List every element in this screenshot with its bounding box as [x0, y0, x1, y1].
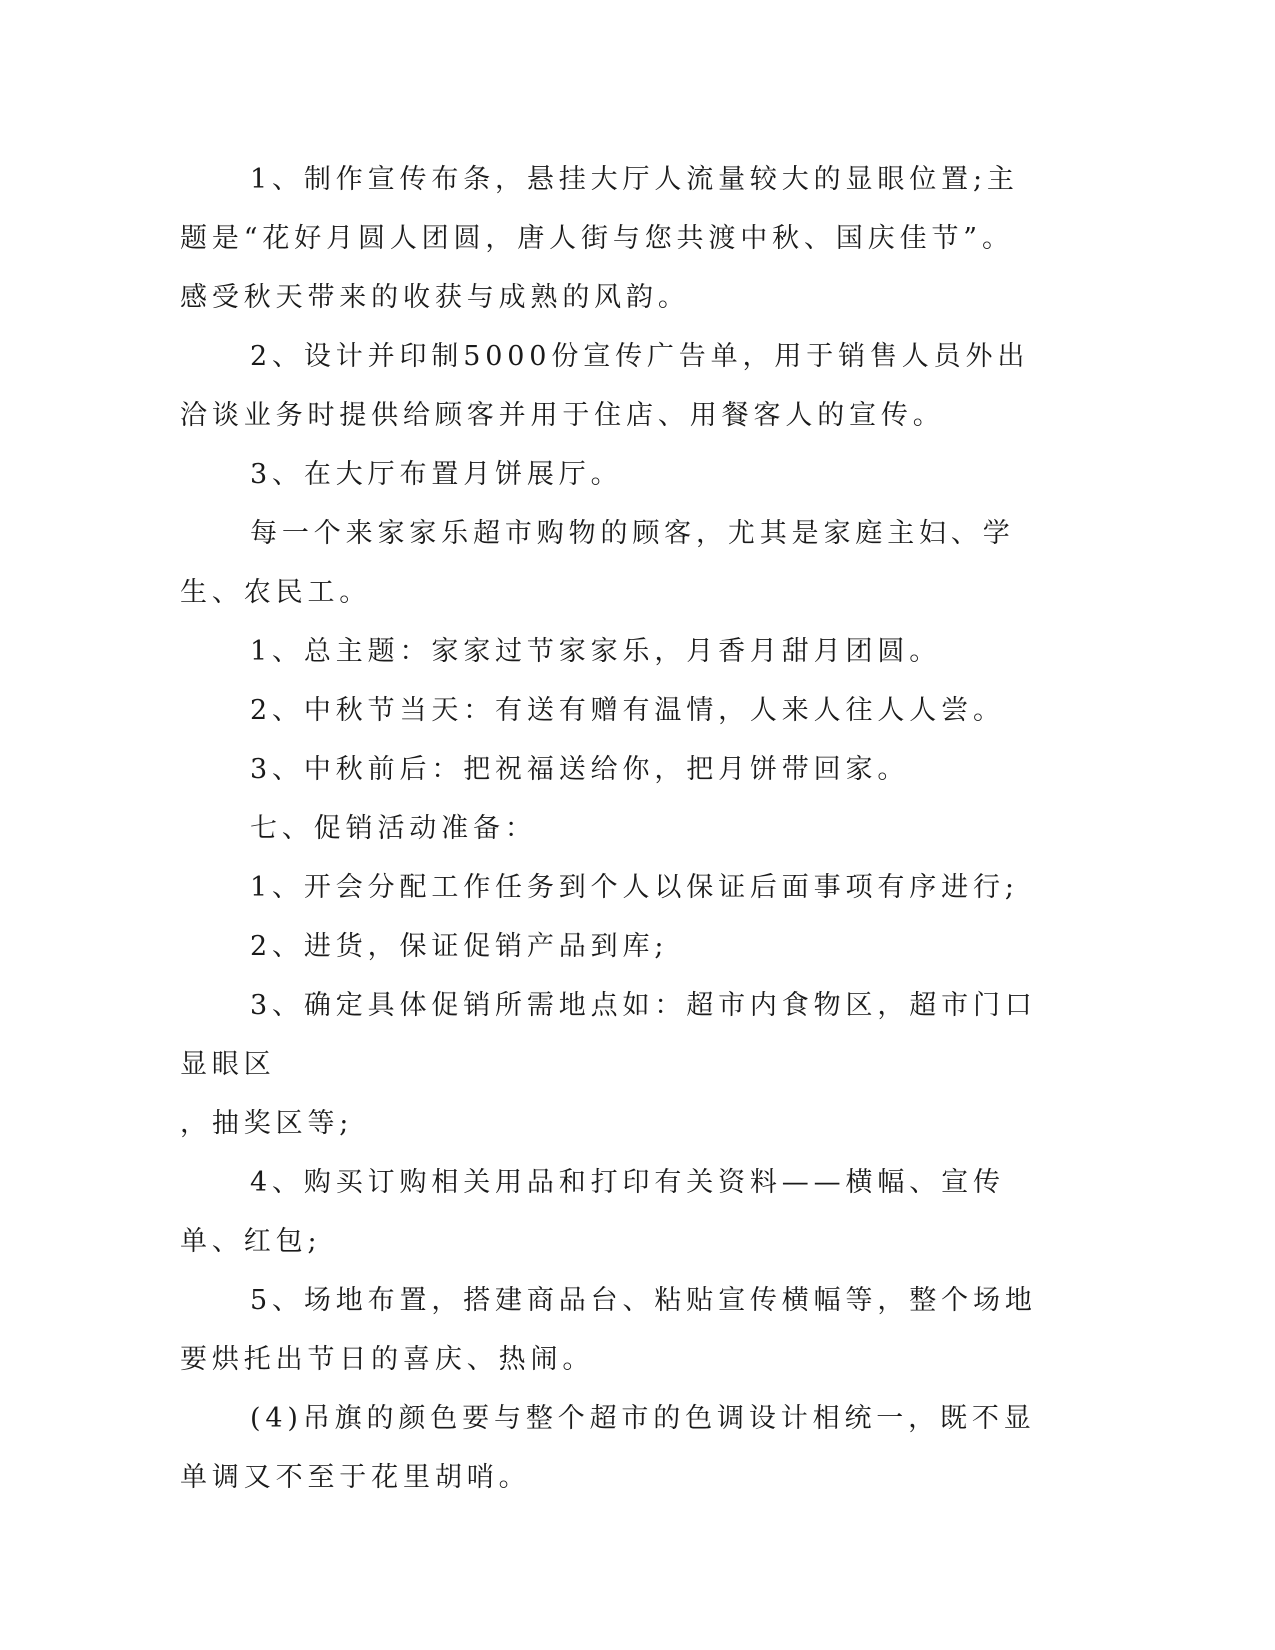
- section-heading-preparation: 七、促销活动准备：: [250, 813, 537, 844]
- paragraph-festival-day: 2、中秋节当天：有送有赠有温情，人来人往人人尝。: [250, 695, 1005, 726]
- paragraph-flyers: 2、设计并印制5000份宣传广告单，用于销售人员外出洽谈业务时提供给顾客并用于住店、用餐客人的宣传。: [180, 341, 1030, 431]
- paragraph-before-after: 3、中秋前后：把祝福送给你，把月饼带回家。: [250, 754, 910, 785]
- document-body: [180, 150, 1040, 1507]
- paragraph-mooncake-hall: 3、在大厅布置月饼展厅。: [250, 459, 623, 490]
- paragraph-flag-colors: (4)吊旗的颜色要与整个超市的色调设计相统一，既不显单调又不至于花里胡哨。: [180, 1403, 1036, 1493]
- paragraph-locations-continued: ，抽奖区等;: [180, 1108, 354, 1139]
- paragraph-supplies: 4、购买订购相关用品和打印有关资料——横幅、宣传单、红包;: [180, 1167, 1005, 1257]
- paragraph-banner: 1、制作宣传布条，悬挂大厅人流量较大的显眼位置;主题是“花好月圆人团圆，唐人街与您共渡中秋、国庆佳节”。感受秋天带来的收获与成熟的风韵。: [180, 164, 1019, 313]
- paragraph-locations: 3、确定具体促销所需地点如：超市内食物区，超市门口显眼区: [180, 990, 1037, 1080]
- paragraph-target-customers: 每一个来家家乐超市购物的顾客，尤其是家庭主妇、学生、农民工。: [180, 518, 1015, 608]
- paragraph-venue-setup: 5、场地布置，搭建商品台、粘贴宣传横幅等，整个场地要烘托出节日的喜庆、热闹。: [180, 1285, 1037, 1375]
- paragraph-stock: 2、进货，保证促销产品到库;: [250, 931, 669, 962]
- paragraph-main-theme: 1、总主题：家家过节家家乐，月香月甜月团圆。: [250, 636, 942, 667]
- paragraph-meeting: 1、开会分配工作任务到个人以保证后面事项有序进行;: [250, 872, 1019, 903]
